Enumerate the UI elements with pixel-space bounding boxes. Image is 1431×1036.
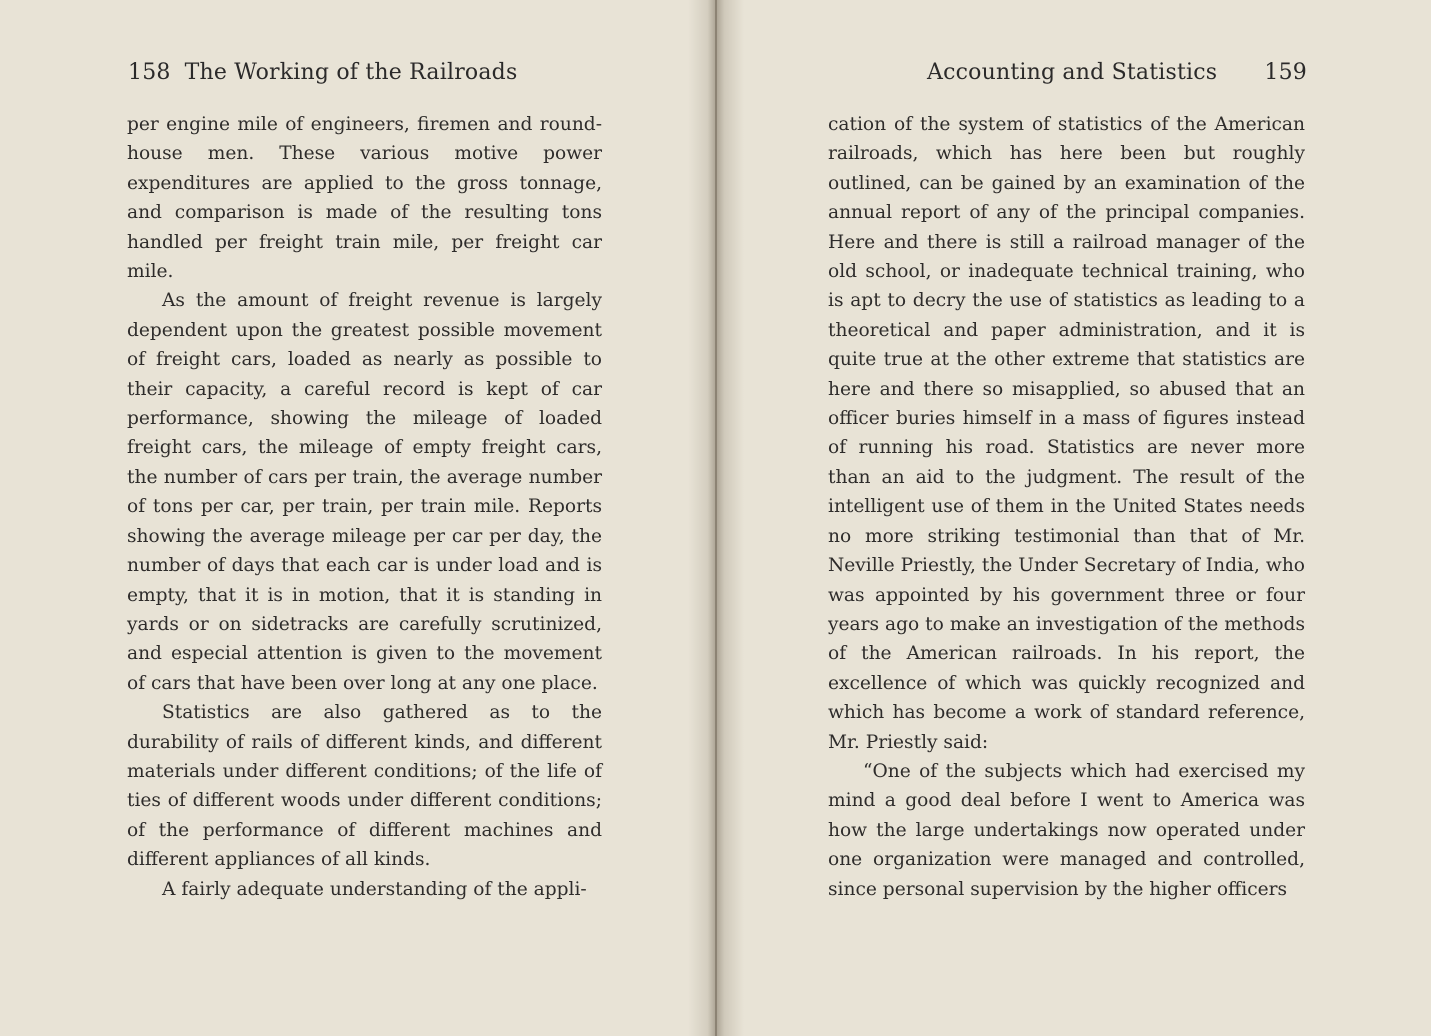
gutter-fold — [715, 0, 717, 1036]
right-page-number: 159 — [1264, 60, 1307, 85]
right-body-text — [828, 110, 1305, 904]
left-page — [0, 0, 715, 1036]
left-paragraph: per engine mile of engineers, firemen and round-house men. These various motive power expenditures are applied to the gross tonnage, and comparison is made of the resulting tons handled per freight train mile, per freight car mile. — [127, 114, 602, 283]
left-running-head — [128, 60, 538, 85]
right-running-head-title: Accounting and Statistics — [927, 60, 1218, 85]
right-paragraph: cation of the system of statistics of the American railroads, which has here been but roughly outlined, can be gained by an examination of the annual report of any of the principal companies. Here and there is still a railroad manager of the old school, or inadequate technical training, who is apt to decry the use of statistics as leading to a theoretical and paper administration, and it is quite true at the other extreme that statistics are here and there so misapplied, so abused that an officer buries himself in a mass of figures instead of running his road. Statistics are never more than an aid to the judgment. The result of the intelligent use of them in the United States needs no more striking testimonial than that of Mr. Neville Priestly, the Under Secretary of India, who was appointed by his government three or four years ago to make an investigation of the methods of the American railroads. In his report, the excellence of which was quickly recognized and which has become a work of standard reference, Mr. Priestly said: — [828, 114, 1305, 753]
right-running-head — [927, 60, 1307, 85]
left-running-head-title: The Working of the Railroads — [184, 60, 518, 85]
left-paragraph: Statistics are also gathered as to the durability of rails of different kinds, and different materials under different conditions; of the life of ties of different woods under different conditions; of the performance of different machines and different appliances of all kinds. — [127, 702, 602, 871]
left-paragraph: A fairly adequate understanding of the appli- — [162, 878, 587, 900]
left-body-text — [127, 110, 602, 904]
left-page-number: 158 — [128, 60, 171, 85]
right-paragraph: “One of the subjects which had exercised my mind a good deal before I went to America was how the large undertakings now operated under one organization were managed and controlled, since personal supervision by the higher officers — [828, 760, 1305, 900]
left-paragraph: As the amount of freight revenue is largely dependent upon the greatest possible movement of freight cars, loaded as nearly as possible to their capacity, a careful record is kept of car performance, showing the mileage of loaded freight cars, the mileage of empty freight cars, the number of cars per train, the average number of tons per car, per train, per train mile. Reports showing the average mileage per car per day, the number of days that each car is under load and is empty, that it is in motion, that it is standing in yards or on sidetracks are carefully scrutinized, and especial attention is given to the movement of cars that have been over long at any one place. — [127, 290, 602, 694]
